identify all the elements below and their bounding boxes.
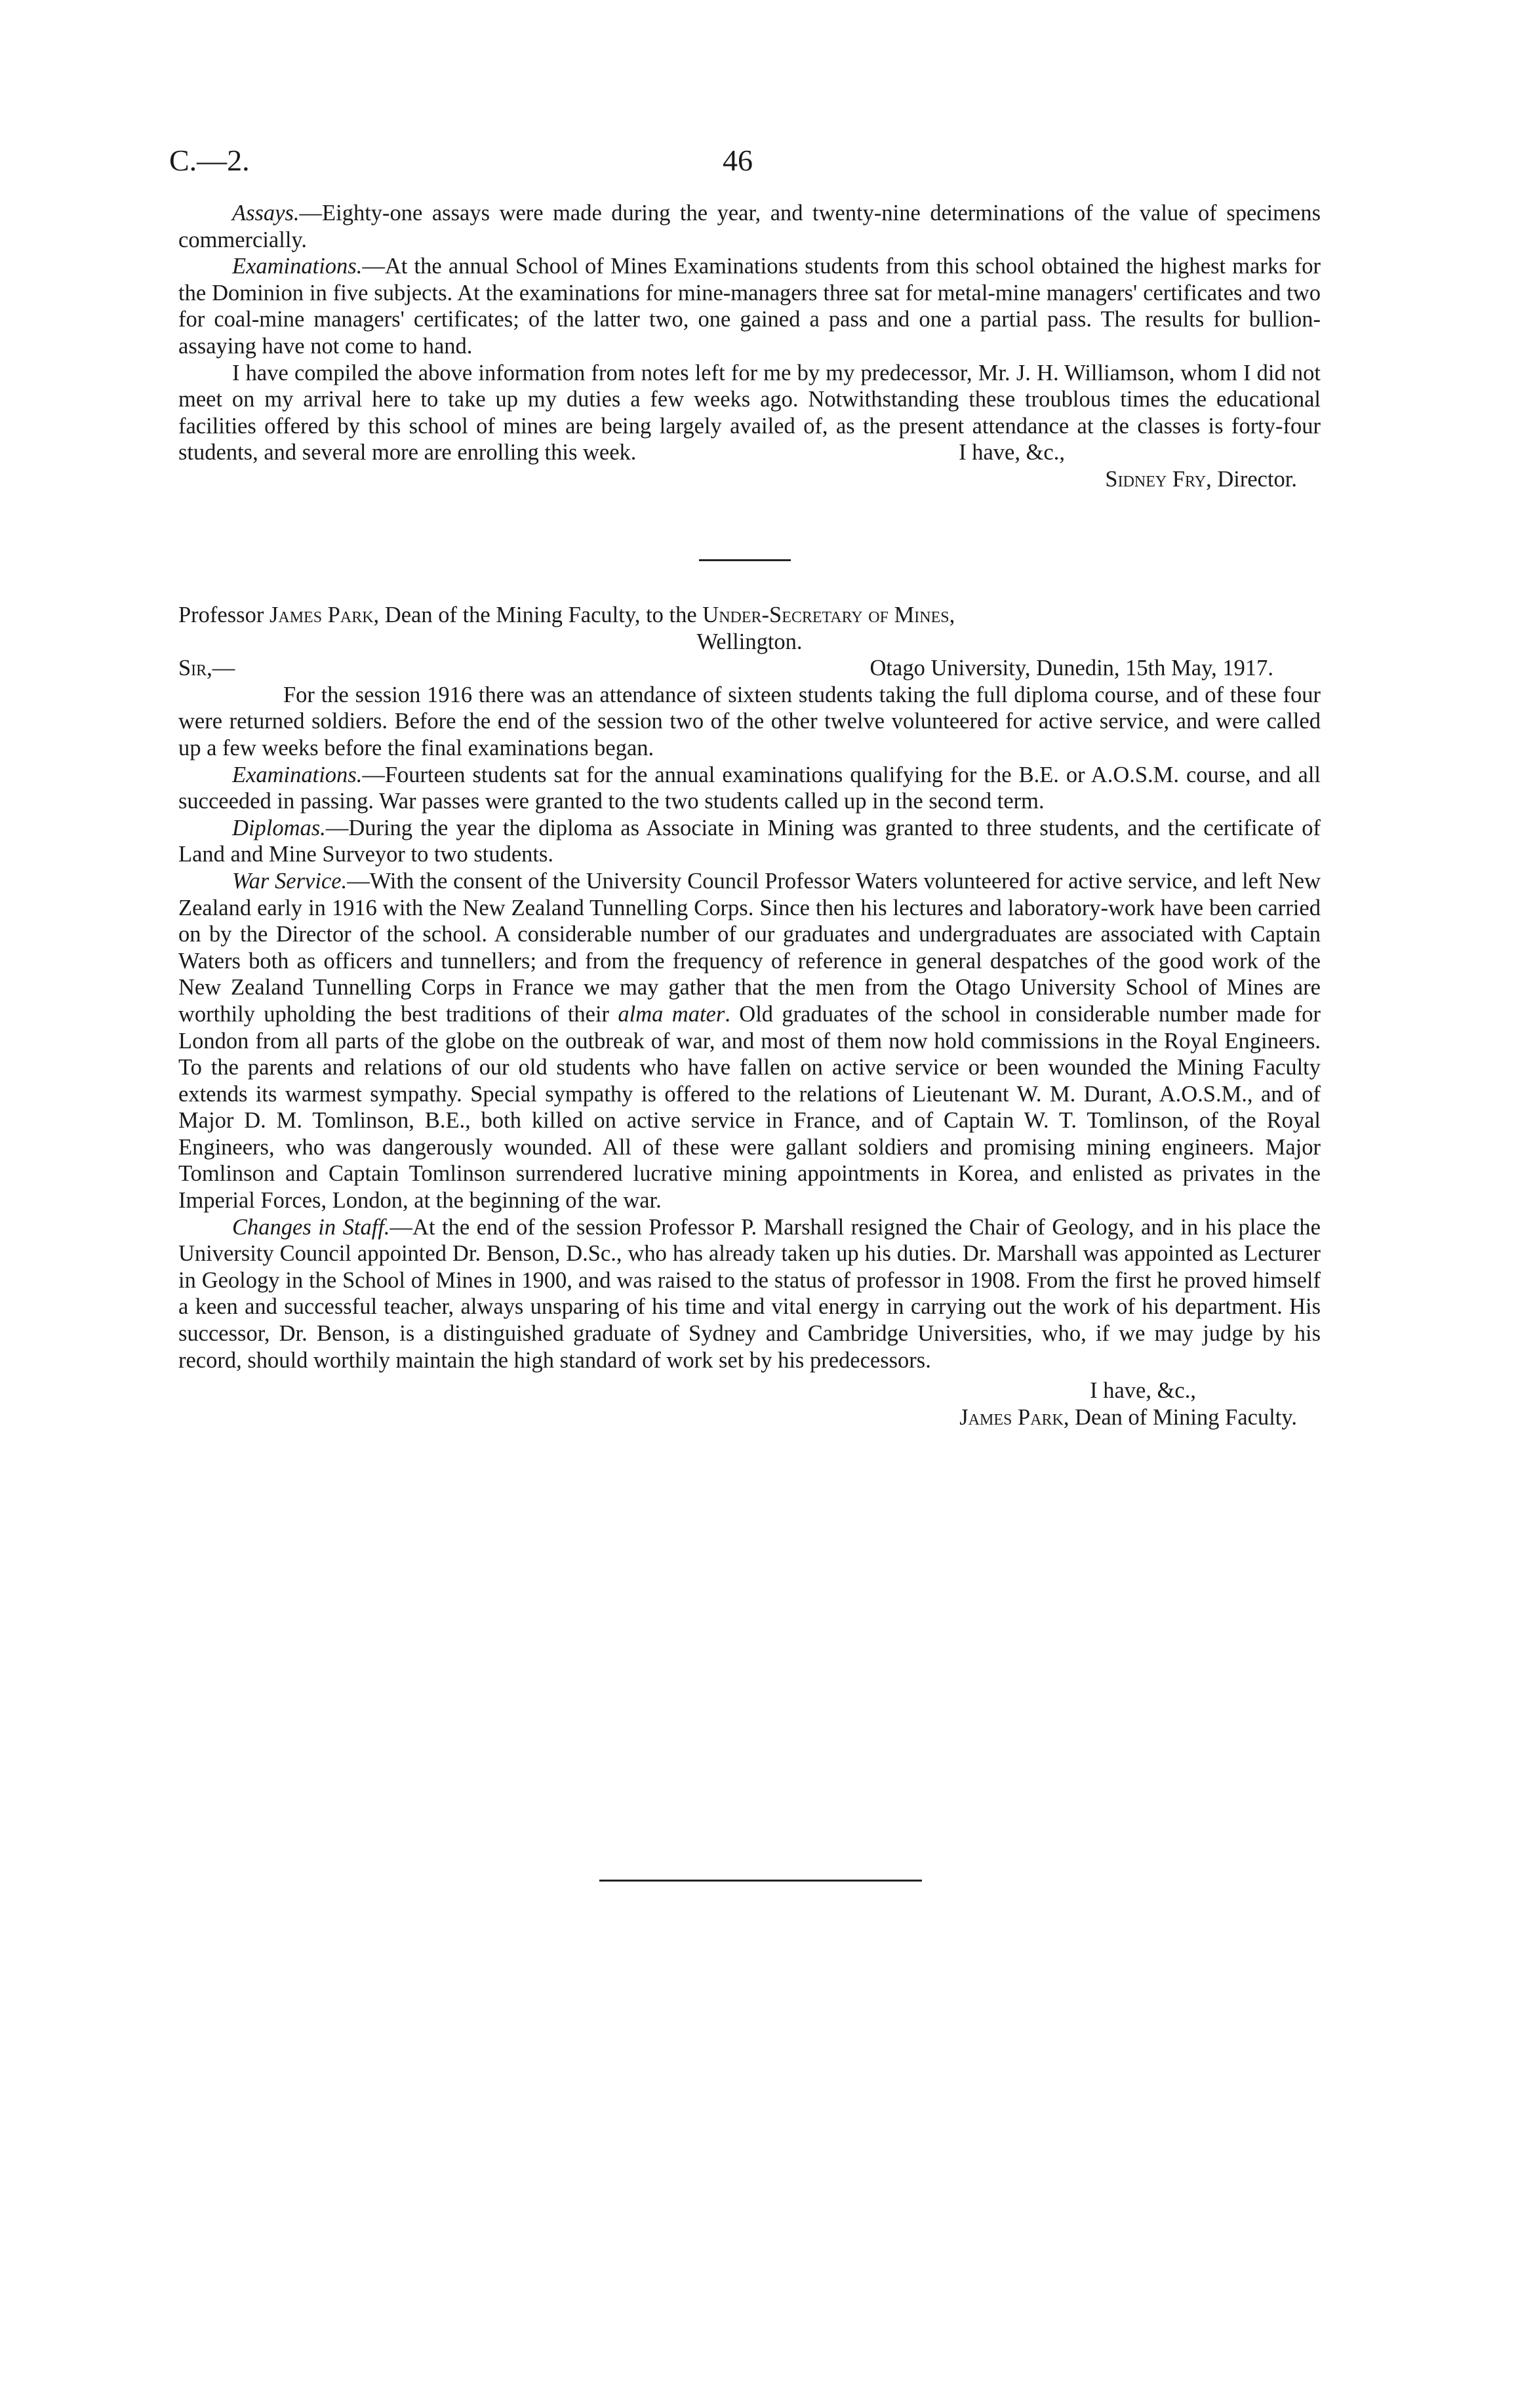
text-assays: —Eighty-one assays were made during the year, and twenty-nine determinations of the value of specimens commercially. [178, 201, 1321, 252]
signature-name-2: James Park [959, 1404, 1064, 1430]
text-examinations-2: —Fourteen students sat for the annual examinations qualifying for the B.E. or A.O.S.M. course, and all succeeded in passing. War passes were granted to the two students called up in the second term. [178, 762, 1321, 814]
address-prefix: Professor [178, 602, 270, 627]
heading-changes-in-staff: Changes in Staff. [232, 1214, 390, 1240]
closing-line-2: I have, &c., [1090, 1378, 1196, 1404]
address-sender: James Park [269, 602, 374, 627]
document-reference: C.—2. [169, 144, 250, 177]
paragraph-assays [178, 200, 1321, 253]
end-rule [599, 1880, 922, 1882]
paragraph-diplomas [178, 815, 1321, 868]
salutation: Sir,— [178, 656, 235, 681]
signature-block-2 [178, 1404, 1321, 1431]
heading-war-service: War Service. [232, 868, 348, 894]
text-diplomas: —During the year the diploma as Associate in Mining was granted to three students, and the certificate of Land and Mine Surveyor to two students. [178, 815, 1321, 867]
paragraph-war-service [178, 868, 1321, 1214]
address-middle: , Dean of the Mining Faculty, to the [373, 602, 703, 627]
paragraph-examinations [178, 253, 1321, 359]
address-suffix: , [949, 602, 955, 627]
text-changes-in-staff: —At the end of the session Professor P. Marshall resigned the Chair of Geology, and in his place the University Council appointed Dr. Benson, D.Sc., who has already taken up his duties. Dr. Marshall was appointed as Lecturer in Geology in the School of Mines in 1900, and was raised to the status of professor in 1908. From the first he proved himself a keen and successful teacher, always unsparing of his time and vital energy in carrying out the work of his department. His successor, Dr. Benson, is a distinguished graduate of Sydney and Cambridge Universities, who, if we may judge by his record, should worthily maintain the high standard of work set by his predecessors. [178, 1214, 1321, 1373]
text-examinations: —At the annual School of Mines Examinations students from this school obtained the highest marks for the Dominion in five subjects. At the examinations for mine-managers three sat for metal-mine managers' certificates and two for coal-mine managers' certificates; of the latter two, one gained a pass and one a partial pass. The results for bullion-assaying have not come to hand. [178, 254, 1321, 359]
section-divider-rule [699, 559, 791, 561]
paragraph-changes-in-staff [178, 1214, 1321, 1374]
address-line [178, 602, 1321, 629]
paragraph-examinations-2 [178, 762, 1321, 815]
section-mining-faculty-report [178, 602, 1321, 1431]
signature-name-1: Sidney Fry [1105, 466, 1207, 492]
text-war-service-1: —With the consent of the University Council Professor Waters volunteered for active service, and left New Zealand early in 1916 with the New Zealand Tunnelling Corps. Since then his lectures and laboratory-work have been carried on by the Director of the school. A considerable number of our graduates and undergraduates are associated with Captain Waters both as officers and tunnellers; and from the frequency of reference in general despatches of the good work of the New Zealand Tunnelling Corps in France we may gather that the men from the Otago University School of Mines are worthily upholding the best traditions of their [178, 868, 1321, 1027]
heading-examinations: Examinations. [232, 254, 363, 279]
heading-examinations-2: Examinations. [232, 762, 363, 787]
text-war-service-2: . Old graduates of the school in considerable number made for London from all parts of the globe on the outbreak of war, and most of them now hold commissions in the Royal Engineers. To the parents and relations of our old students who have fallen on active service or been wounded the Mining Faculty extends its warmest sympathy. Special sympathy is offered to the relations of Lieutenant W. M. Durant, A.O.S.M., and of Major D. M. Tomlinson, B.E., both killed on active service in France, and of Captain W. T. Tomlinson, of the Royal Engineers, who was dangerously wounded. All of these were gallant soldiers and promising mining engineers. Major Tomlinson and Captain Tomlinson surrendered lucrative mining appointments in Korea, and enlisted as privates in the Imperial Forces, London, at the beginning of the war. [178, 1001, 1321, 1214]
heading-assays: Assays. [232, 201, 300, 226]
section-school-of-mines-report [178, 200, 1321, 493]
signature-block-1 [178, 466, 1321, 493]
salutation-line [178, 655, 1321, 682]
signature-title-2: , Dean of Mining Faculty. [1063, 1404, 1297, 1430]
page-number: 46 [723, 144, 753, 177]
address-city: Wellington. [696, 629, 803, 654]
closing-line-1: I have, &c., [959, 440, 1065, 465]
place-date: Otago University, Dunedin, 15th May, 1917. [869, 656, 1273, 681]
address-recipient: Under-Secretary of Mines [702, 602, 949, 627]
paragraph-intro: For the session 1916 there was an attendance of sixteen students taking the full diploma course, and of these four were returned soldiers. Before the end of the session two of the other twelve volunteered for active service, and were called up a few weeks before the final examinations began. [178, 682, 1321, 760]
text-alma-mater: alma mater [618, 1001, 725, 1027]
heading-diplomas: Diplomas. [232, 815, 326, 840]
signature-title-1: , Director. [1206, 466, 1297, 492]
text-compiled-information: I have compiled the above information from notes left for me by my predecessor, Mr. J. H. Williamson, whom I did not meet on my arrival here to take up my duties a few weeks ago. Notwithstanding these troublous times the educational facilities offered by this school of mines are being largely availed of, as the present attendance at the classes is forty-four students, and several more are enrolling this week. [178, 360, 1321, 465]
